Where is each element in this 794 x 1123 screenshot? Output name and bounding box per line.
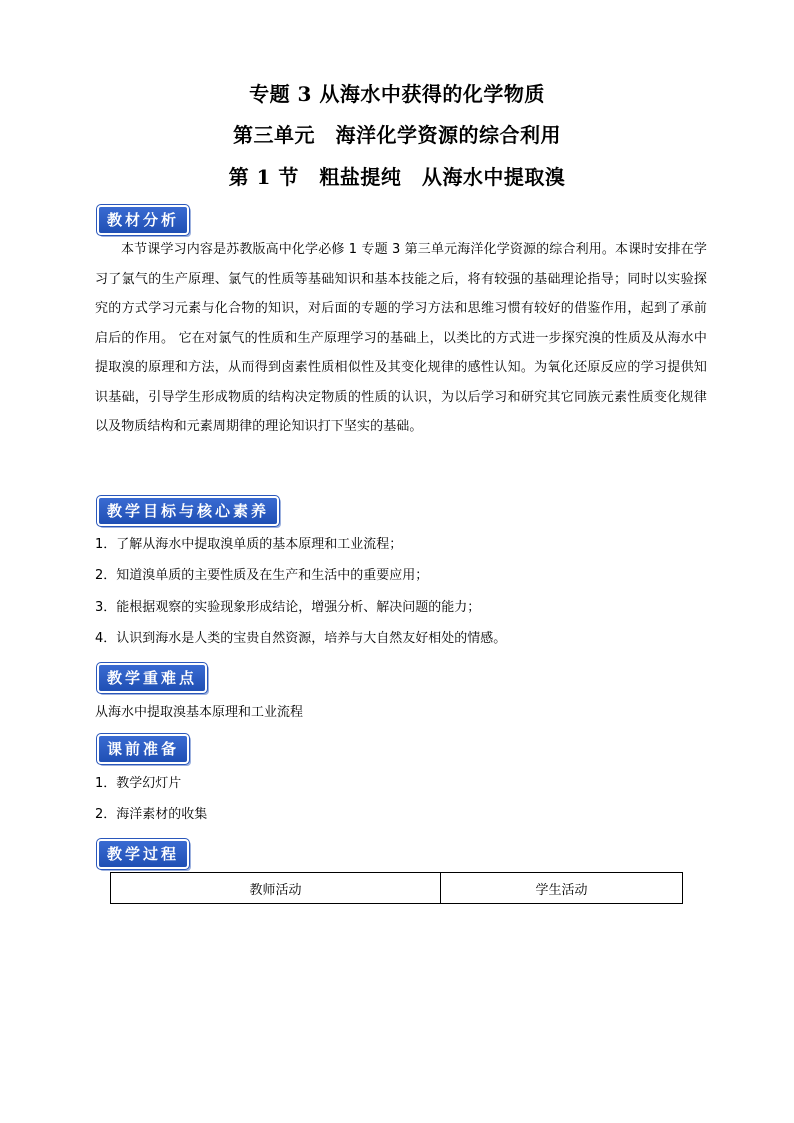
heading-badge-preparation: 课前准备 <box>97 734 189 764</box>
heading-badge-key-points: 教学重难点 <box>97 663 207 693</box>
objective-item: 1．了解从海水中提取溴单质的基本原理和工业流程； <box>95 537 403 552</box>
objective-item: 4．认识到海水是人类的宝贵自然资源，培养与大自然友好相处的情感。 <box>95 631 507 646</box>
section-title: 第 1 节 粗盐提纯 从海水中提取溴 <box>228 165 566 189</box>
heading-badge-objectives: 教学目标与核心素养 <box>97 496 279 526</box>
preparation-item: 2．海洋素材的收集 <box>95 807 208 822</box>
unit-title: 第三单元 海洋化学资源的综合利用 <box>233 123 561 147</box>
column-header-student: 学生活动 <box>441 873 683 904</box>
table-header-row <box>111 873 683 904</box>
topic-title: 专题 3 从海水中获得的化学物质 <box>249 82 545 106</box>
preparation-item: 1．教学幻灯片 <box>95 776 182 791</box>
column-header-teacher: 教师活动 <box>111 873 441 904</box>
heading-badge-process: 教学过程 <box>97 839 189 869</box>
heading-badge-analysis: 教材分析 <box>97 205 189 235</box>
process-table <box>110 872 683 904</box>
key-points-text: 从海水中提取溴基本原理和工业流程 <box>95 705 304 720</box>
objective-item: 2．知道溴单质的主要性质及在生产和生活中的重要应用； <box>95 568 429 583</box>
analysis-paragraph: 本节课学习内容是苏教版高中化学必修 1 专题 3 第三单元海洋化学资源的综合利用。本课时安排在学习了氯气的生产原理、氯气的性质等基础知识和基本技能之后，将有较强的基础理论指导；同时以实验探究的方式学习元素与化合物的知识，对后面的专题的学习方法和思维习惯有较好的借鉴作用，起到了承前启后的作用。 它在对氯气的性质和生产原理学习的基础上，以类比的方式进一步探究溴的性质及从海水中提取溴的原理和方法，从而得到卤素性质相似性及其变化规律的感性认知。为氧化还原反应的学习提供知识基础，引导学生形成物质的结构决定物质的性质的认识，为以后学习和研究其它同族元素性质变化规律以及物质结构和元素周期律的理论知识打下坚实的基础。 <box>95 242 707 434</box>
objective-item: 3．能根据观察的实验现象形成结论，增强分析、解决问题的能力； <box>95 600 481 615</box>
